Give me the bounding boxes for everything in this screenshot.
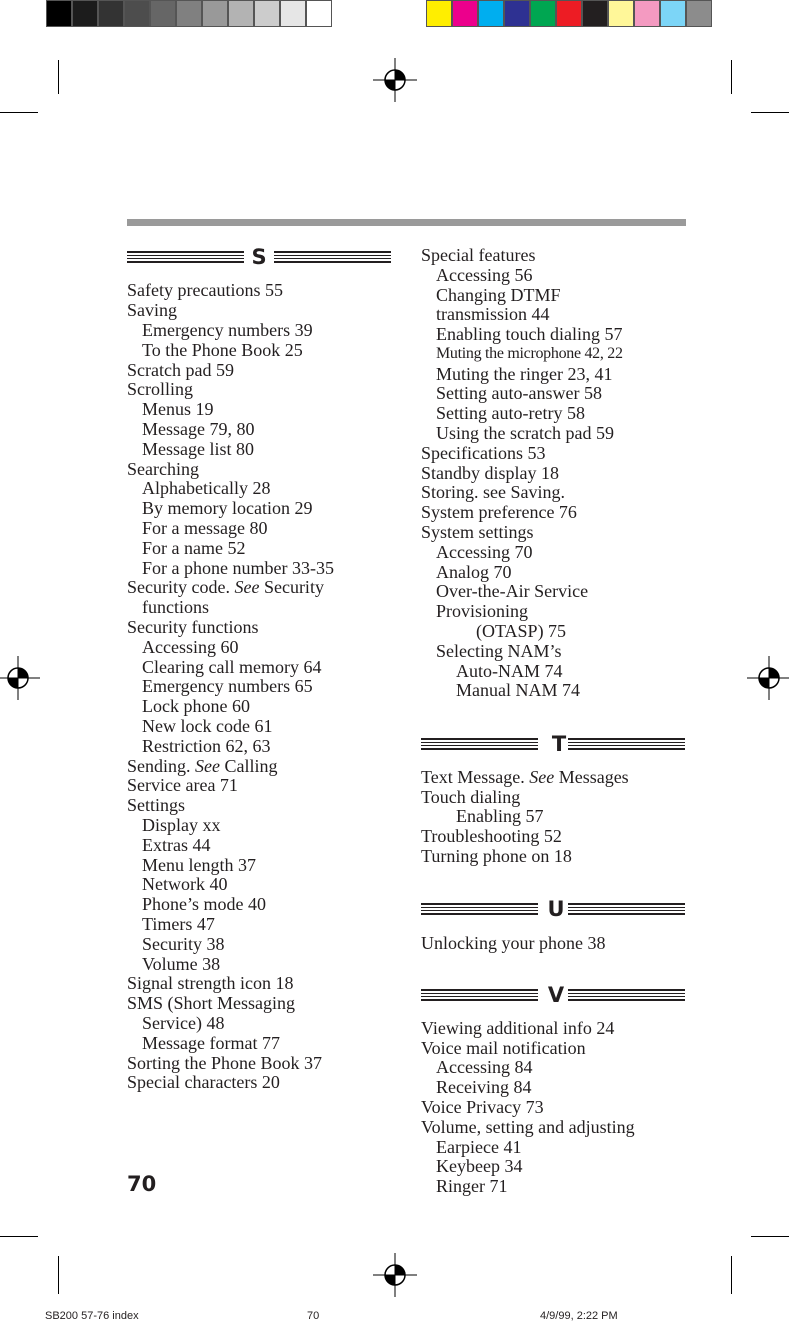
gray-swatch [254, 0, 280, 27]
index-subentry: Receiving 84 [436, 1077, 532, 1097]
color-swatch [660, 0, 686, 27]
index-subentry: Accessing 84 [436, 1057, 533, 1077]
color-swatch [426, 0, 452, 27]
index-subentry: Setting auto-answer 58 [436, 383, 602, 403]
index-subentry: For a message 80 [142, 518, 268, 538]
index-subentry: Using the scratch pad 59 [436, 423, 614, 443]
crop-mark [751, 112, 789, 113]
index-entry: Turning phone on 18 [421, 846, 572, 866]
color-swatch [556, 0, 582, 27]
index-subentry: Earpiece 41 [436, 1137, 522, 1157]
index-entry: Text Message. See Messages [421, 767, 629, 787]
index-subentry: Display xx [142, 815, 221, 835]
index-entry: System settings [421, 522, 534, 542]
index-subentry: Message 79, 80 [142, 419, 255, 439]
index-subentry: Message format 77 [142, 1033, 280, 1053]
index-entry: Troubleshooting 52 [421, 826, 562, 846]
index-subentry: Volume 38 [142, 954, 221, 974]
index-entry: Signal strength icon 18 [127, 973, 294, 993]
index-entry: Searching [127, 459, 199, 479]
index-subsubentry: Manual NAM 74 [456, 680, 580, 700]
section-header-v [421, 983, 685, 1007]
crop-mark [731, 1256, 732, 1294]
index-subentry: Clearing call memory 64 [142, 657, 322, 677]
index-entry: Voice Privacy 73 [421, 1097, 544, 1117]
color-swatch [530, 0, 556, 27]
color-swatch [478, 0, 504, 27]
index-subentry: Restriction 62, 63 [142, 736, 271, 756]
index-entry: Specifications 53 [421, 443, 546, 463]
index-entry-continued: functions [142, 597, 209, 617]
index-subentry: Selecting NAM’s [436, 641, 562, 661]
index-subentry: Emergency numbers 39 [142, 320, 313, 340]
gray-swatch [306, 0, 332, 27]
index-subentry: Over-the-Air Service [436, 581, 589, 601]
index-entry: SMS (Short Messaging [127, 993, 296, 1013]
index-entry-continued: Service) 48 [142, 1013, 225, 1033]
gray-swatch [176, 0, 202, 27]
index-subentry: Muting the microphone 42, 22 [436, 345, 623, 362]
gray-swatch [124, 0, 150, 27]
footer-timestamp: 4/9/99, 2:22 PM [540, 1310, 618, 1322]
index-entry: Viewing additional info 24 [421, 1018, 615, 1038]
gray-swatch [150, 0, 176, 27]
color-swatch [504, 0, 530, 27]
color-swatch [686, 0, 712, 27]
index-entry: Safety precautions 55 [127, 280, 283, 300]
crop-mark [731, 60, 732, 94]
index-entry: Service area 71 [127, 775, 238, 795]
footer-page-number: 70 [307, 1310, 320, 1322]
index-entry: Sending. See Calling [127, 756, 278, 776]
index-subentry-continued: (OTASP) 75 [476, 621, 567, 641]
index-subentry: Extras 44 [142, 835, 211, 855]
registration-mark-icon [373, 1253, 417, 1297]
index-entry: Storing. see Saving. [421, 482, 565, 502]
index-entry: Voice mail notification [421, 1038, 586, 1058]
crop-mark [0, 112, 38, 113]
index-subentry: Accessing 56 [436, 265, 533, 285]
index-subentry: Keybeep 34 [436, 1156, 523, 1176]
index-subentry: Network 40 [142, 874, 228, 894]
index-subentry: Timers 47 [142, 914, 215, 934]
section-header-t [421, 732, 685, 756]
index-subentry: Menu length 37 [142, 855, 256, 875]
section-header-u [421, 897, 685, 921]
index-entry: Scratch pad 59 [127, 360, 234, 380]
crop-mark [0, 1236, 38, 1237]
index-entry: Settings [127, 795, 186, 815]
index-entry: Saving [127, 300, 178, 320]
header-rule [127, 219, 686, 226]
index-subentry: For a name 52 [142, 538, 246, 558]
registration-mark-icon [747, 656, 789, 700]
index-subentry: Menus 19 [142, 399, 214, 419]
gray-swatch [202, 0, 228, 27]
index-entry: System preference 76 [421, 502, 577, 522]
gray-swatch [72, 0, 98, 27]
crop-mark [58, 1256, 59, 1294]
registration-mark-icon [0, 656, 40, 700]
gray-swatch [228, 0, 254, 27]
index-subsubentry: Auto-NAM 74 [456, 661, 563, 681]
index-entry: Security functions [127, 617, 259, 637]
crop-mark [751, 1236, 789, 1237]
index-subentry: New lock code 61 [142, 716, 273, 736]
color-swatch [634, 0, 660, 27]
index-subentry: To the Phone Book 25 [142, 340, 303, 360]
index-subentry: Message list 80 [142, 439, 254, 459]
index-subentry: Emergency numbers 65 [142, 676, 313, 696]
crop-mark [58, 60, 59, 94]
index-subentry: For a phone number 33-35 [142, 558, 334, 578]
index-subentry: transmission 44 [436, 304, 550, 324]
gray-swatch [280, 0, 306, 27]
index-subentry: Accessing 70 [436, 542, 533, 562]
section-letter: V [547, 983, 565, 1007]
index-subentry: Security 38 [142, 934, 225, 954]
page-number: 70 [127, 1172, 157, 1196]
gray-swatch [46, 0, 72, 27]
section-header-s [127, 245, 391, 269]
index-subsubentry: Enabling 57 [456, 806, 544, 826]
index-subentry: Phone’s mode 40 [142, 894, 266, 914]
index-entry: Touch dialing [421, 787, 521, 807]
color-swatch [608, 0, 634, 27]
index-subentry: Lock phone 60 [142, 696, 250, 716]
section-letter: S [251, 245, 267, 269]
index-subentry: Enabling touch dialing 57 [436, 324, 623, 344]
index-entry: Standby display 18 [421, 463, 559, 483]
index-entry: Security code. See Security [127, 577, 324, 597]
section-letter: T [551, 732, 567, 756]
index-subentry: Muting the ringer 23, 41 [436, 364, 613, 384]
index-entry: Special characters 20 [127, 1072, 280, 1092]
index-subentry: Analog 70 [436, 562, 512, 582]
index-entry: Scrolling [127, 379, 193, 399]
index-entry: Sorting the Phone Book 37 [127, 1053, 323, 1073]
index-subentry: Setting auto-retry 58 [436, 403, 585, 423]
index-subentry: Accessing 60 [142, 637, 239, 657]
index-subentry: Ringer 71 [436, 1176, 508, 1196]
gray-swatch [98, 0, 124, 27]
index-entry: Special features [421, 245, 536, 265]
color-swatch [582, 0, 608, 27]
index-entry: Volume, setting and adjusting [421, 1117, 635, 1137]
footer-file-name: SB200 57-76 index [45, 1310, 139, 1322]
index-subentry: By memory location 29 [142, 498, 313, 518]
index-subentry: Alphabetically 28 [142, 478, 271, 498]
index-subentry: Changing DTMF [436, 285, 561, 305]
section-letter: U [547, 897, 565, 921]
index-subentry: Provisioning [436, 601, 529, 621]
registration-mark-icon [373, 58, 417, 102]
color-swatch [452, 0, 478, 27]
index-entry: Unlocking your phone 38 [421, 933, 606, 953]
